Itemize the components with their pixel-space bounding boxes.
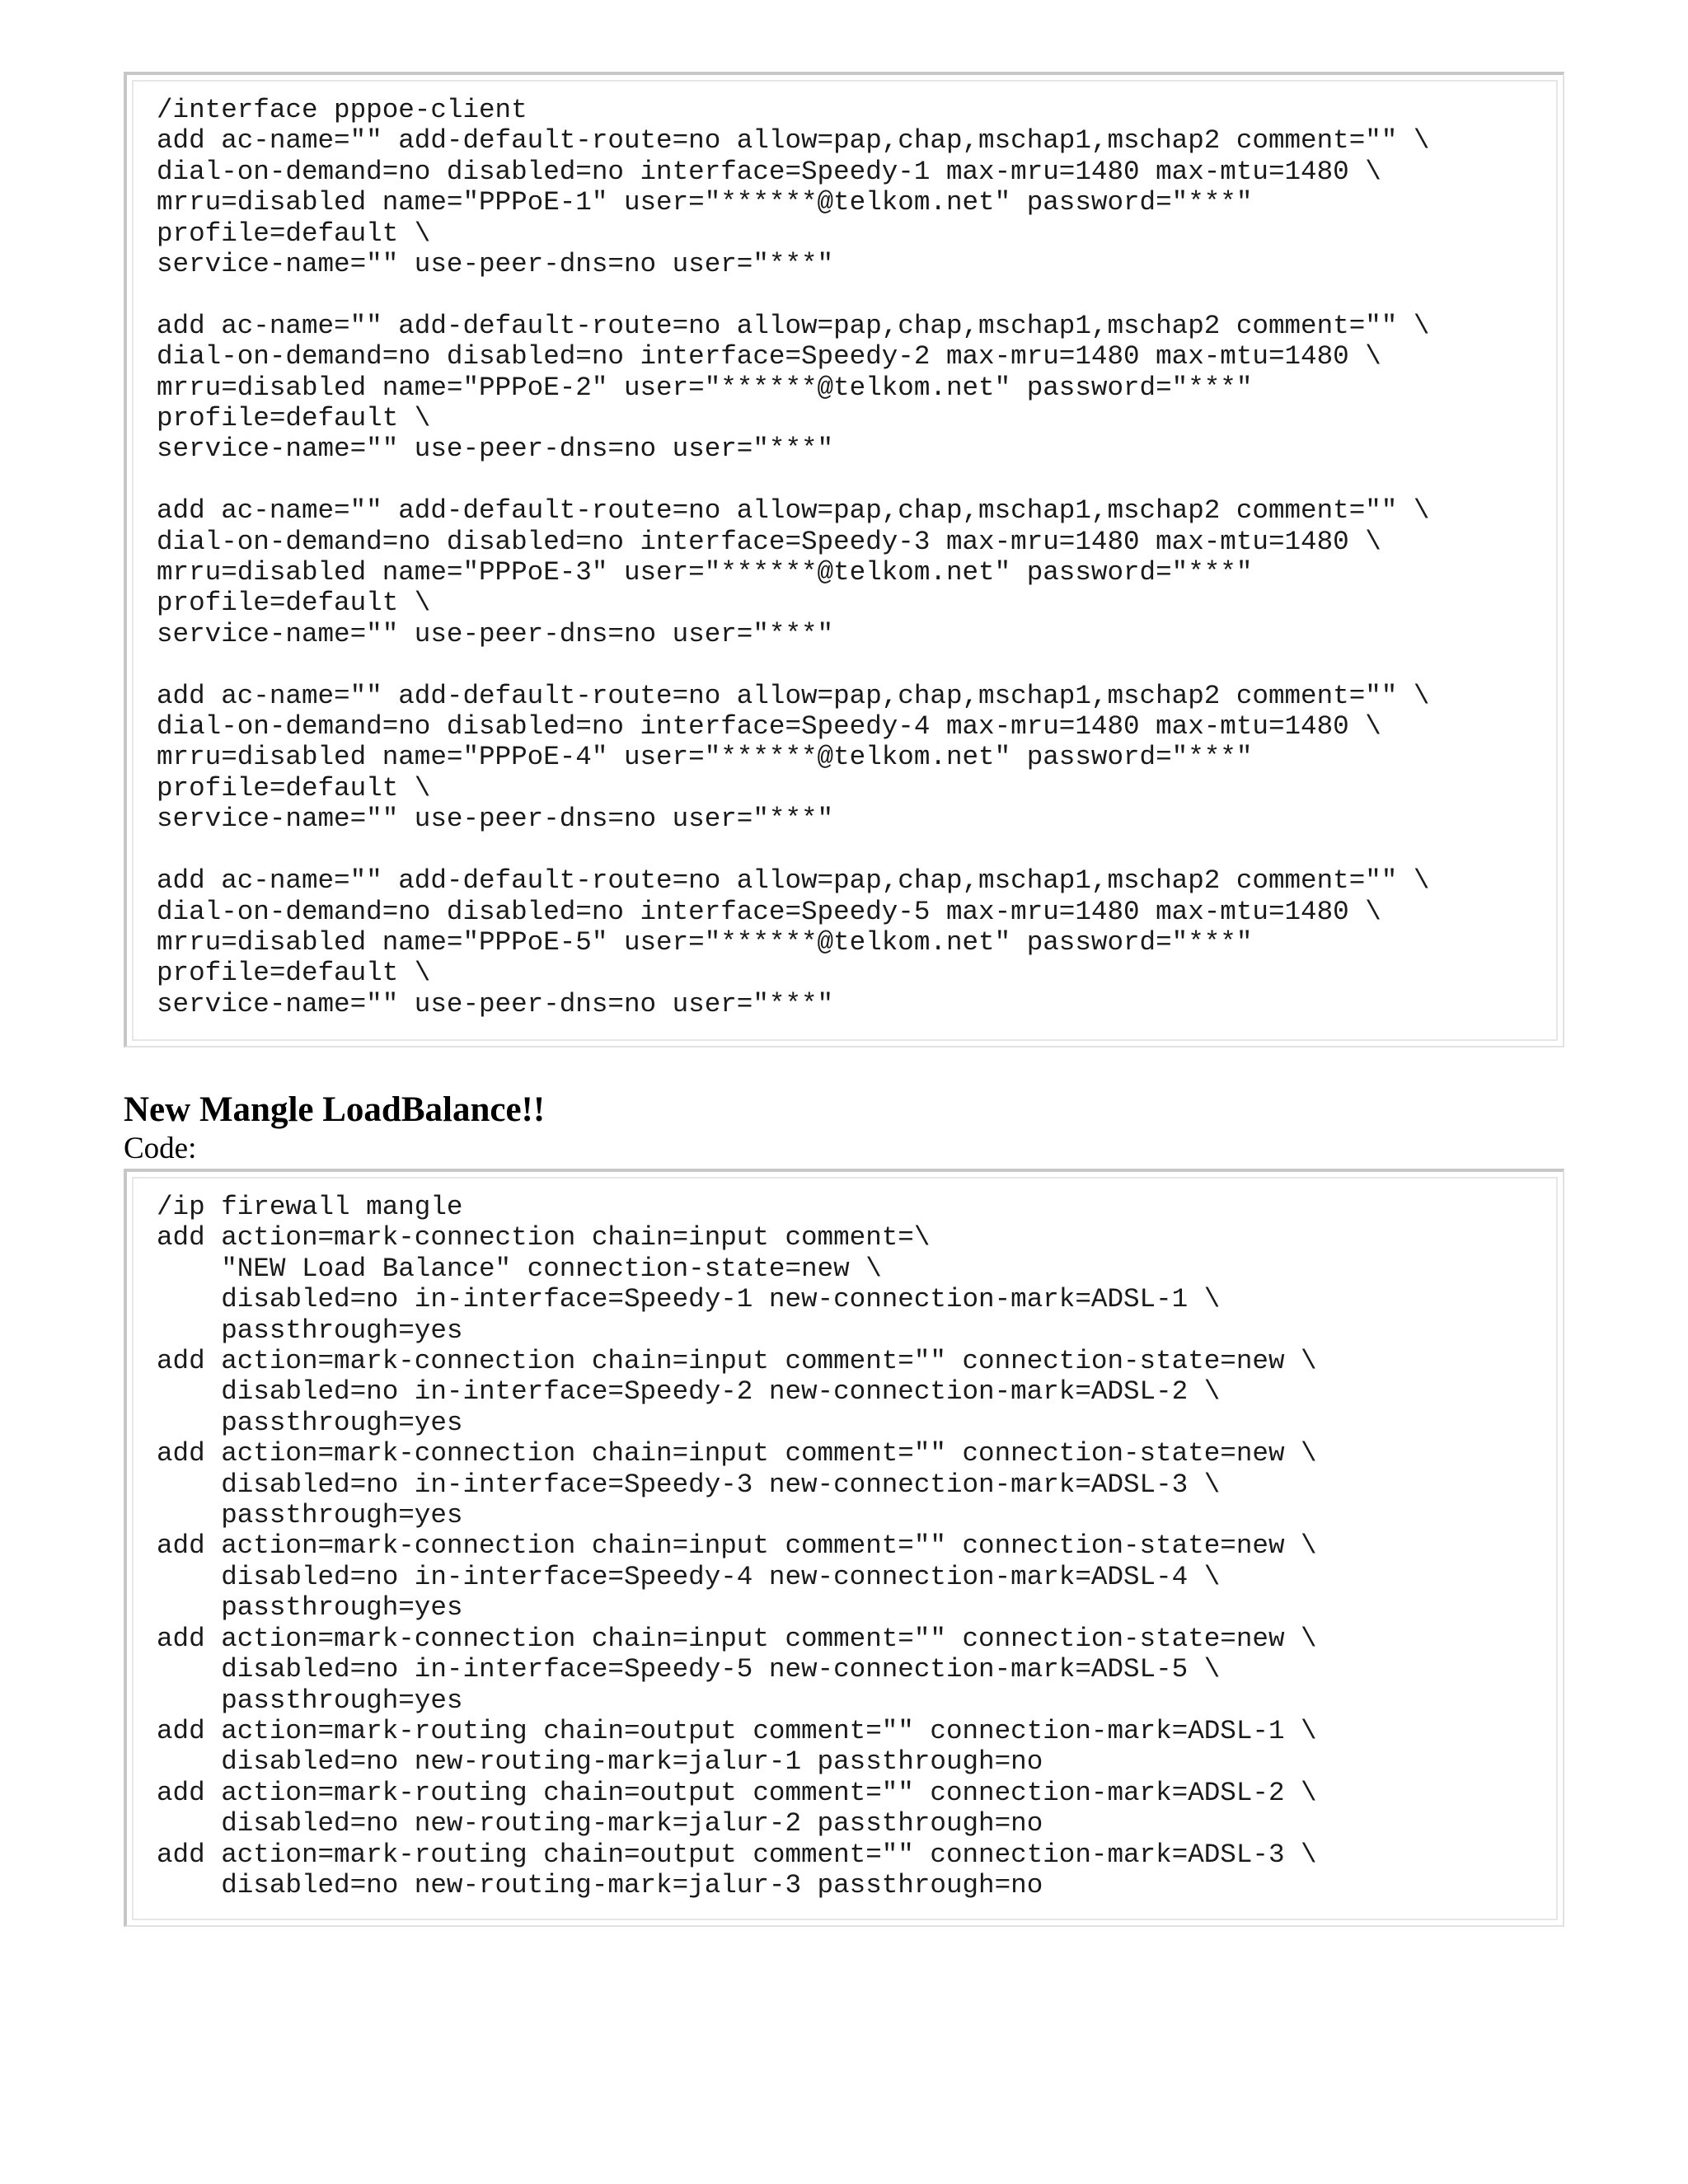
code-line: profile=default \ bbox=[157, 218, 431, 249]
mangle-code-box bbox=[124, 1169, 1564, 1927]
code-line: profile=default \ bbox=[157, 588, 431, 619]
code-line: dial-on-demand=no disabled=no interface=Speedy-2 max-mru=1480 max-mtu=1480 \ bbox=[157, 341, 1381, 373]
section-heading: New Mangle LoadBalance!! bbox=[124, 1090, 546, 1129]
pppoe-code-inner bbox=[132, 80, 1558, 1041]
code-line: disabled=no in-interface=Speedy-4 new-connection-mark=ADSL-4 \ bbox=[157, 1561, 1221, 1592]
code-line: disabled=no in-interface=Speedy-1 new-connection-mark=ADSL-1 \ bbox=[157, 1284, 1221, 1315]
code-line: add action=mark-routing chain=output comment="" connection-mark=ADSL-1 \ bbox=[157, 1715, 1317, 1746]
code-line: /ip firewall mangle bbox=[157, 1192, 463, 1222]
code-line: "NEW Load Balance" connection-state=new \ bbox=[157, 1253, 882, 1284]
code-line: add ac-name="" add-default-route=no allow=pap,chap,mschap1,mschap2 comment="" \ bbox=[157, 865, 1430, 897]
code-line: add ac-name="" add-default-route=no allow=pap,chap,mschap1,mschap2 comment="" \ bbox=[157, 310, 1430, 341]
pppoe-entry bbox=[157, 311, 1533, 465]
code-line: disabled=no new-routing-mark=jalur-3 passthrough=no bbox=[157, 1869, 1043, 1900]
pppoe-entry bbox=[157, 125, 1533, 279]
pppoe-code-header: /interface pppoe-client bbox=[157, 95, 528, 125]
code-line: mrru=disabled name="PPPoE-1" user="******@telkom.net" password="***" bbox=[157, 187, 1253, 218]
code-blank-line bbox=[157, 649, 1533, 680]
code-line: dial-on-demand=no disabled=no interface=Speedy-1 max-mru=1480 max-mtu=1480 \ bbox=[157, 156, 1381, 187]
pppoe-entry bbox=[157, 681, 1533, 835]
code-line: passthrough=yes bbox=[157, 1500, 463, 1531]
code-line: service-name="" use-peer-dns=no user="***" bbox=[157, 988, 834, 1019]
code-blank-line bbox=[157, 835, 1533, 865]
code-line: mrru=disabled name="PPPoE-3" user="******@telkom.net" password="***" bbox=[157, 557, 1253, 588]
code-line: add ac-name="" add-default-route=no allow=pap,chap,mschap1,mschap2 comment="" \ bbox=[157, 495, 1430, 527]
code-line: mrru=disabled name="PPPoE-2" user="******@telkom.net" password="***" bbox=[157, 372, 1253, 403]
mangle-code-inner bbox=[132, 1177, 1558, 1920]
code-line: profile=default \ bbox=[157, 958, 431, 989]
code-line: add action=mark-connection chain=input comment="" connection-state=new \ bbox=[157, 1530, 1317, 1562]
code-line: service-name="" use-peer-dns=no user="***" bbox=[157, 804, 834, 835]
pppoe-entry bbox=[157, 495, 1533, 649]
code-line: dial-on-demand=no disabled=no interface=Speedy-3 max-mru=1480 max-mtu=1480 \ bbox=[157, 526, 1381, 557]
code-line: disabled=no in-interface=Speedy-5 new-connection-mark=ADSL-5 \ bbox=[157, 1654, 1221, 1685]
pppoe-entry bbox=[157, 865, 1533, 1019]
code-line: service-name="" use-peer-dns=no user="***" bbox=[157, 434, 834, 465]
code-line: dial-on-demand=no disabled=no interface=Speedy-5 max-mru=1480 max-mtu=1480 \ bbox=[157, 896, 1381, 927]
code-line: add action=mark-connection chain=input comment="" connection-state=new \ bbox=[157, 1346, 1317, 1377]
code-line: passthrough=yes bbox=[157, 1407, 463, 1438]
code-line: profile=default \ bbox=[157, 772, 431, 804]
code-line: passthrough=yes bbox=[157, 1685, 463, 1716]
code-line: mrru=disabled name="PPPoE-5" user="******@telkom.net" password="***" bbox=[157, 926, 1253, 958]
code-line: disabled=no in-interface=Speedy-2 new-connection-mark=ADSL-2 \ bbox=[157, 1376, 1221, 1408]
code-line: service-name="" use-peer-dns=no user="***" bbox=[157, 618, 834, 649]
code-line: service-name="" use-peer-dns=no user="***" bbox=[157, 249, 834, 280]
code-line: add action=mark-connection chain=input comment="" connection-state=new \ bbox=[157, 1623, 1317, 1654]
code-line: add ac-name="" add-default-route=no allow=pap,chap,mschap1,mschap2 comment="" \ bbox=[157, 680, 1430, 711]
code-label: Code: bbox=[124, 1132, 197, 1165]
code-line: add action=mark-connection chain=input comment="" connection-state=new \ bbox=[157, 1438, 1317, 1469]
code-line: dial-on-demand=no disabled=no interface=Speedy-4 max-mru=1480 max-mtu=1480 \ bbox=[157, 711, 1381, 743]
code-line: disabled=no new-routing-mark=jalur-2 passthrough=no bbox=[157, 1808, 1043, 1840]
code-line: add action=mark-routing chain=output comment="" connection-mark=ADSL-3 \ bbox=[157, 1839, 1317, 1870]
code-line: profile=default \ bbox=[157, 403, 431, 434]
code-line: add action=mark-routing chain=output comment="" connection-mark=ADSL-2 \ bbox=[157, 1777, 1317, 1808]
code-line: passthrough=yes bbox=[157, 1592, 463, 1624]
code-blank-line bbox=[157, 465, 1533, 495]
code-line: disabled=no new-routing-mark=jalur-1 passthrough=no bbox=[157, 1746, 1043, 1778]
code-line: mrru=disabled name="PPPoE-4" user="******@telkom.net" password="***" bbox=[157, 742, 1253, 773]
code-line: disabled=no in-interface=Speedy-3 new-connection-mark=ADSL-3 \ bbox=[157, 1469, 1221, 1500]
code-line: add action=mark-connection chain=input comment=\ bbox=[157, 1222, 931, 1254]
code-line: add ac-name="" add-default-route=no allow=pap,chap,mschap1,mschap2 comment="" \ bbox=[157, 125, 1430, 157]
code-blank-line bbox=[157, 279, 1533, 310]
code-line: passthrough=yes bbox=[157, 1315, 463, 1346]
pppoe-code-box bbox=[124, 72, 1564, 1047]
